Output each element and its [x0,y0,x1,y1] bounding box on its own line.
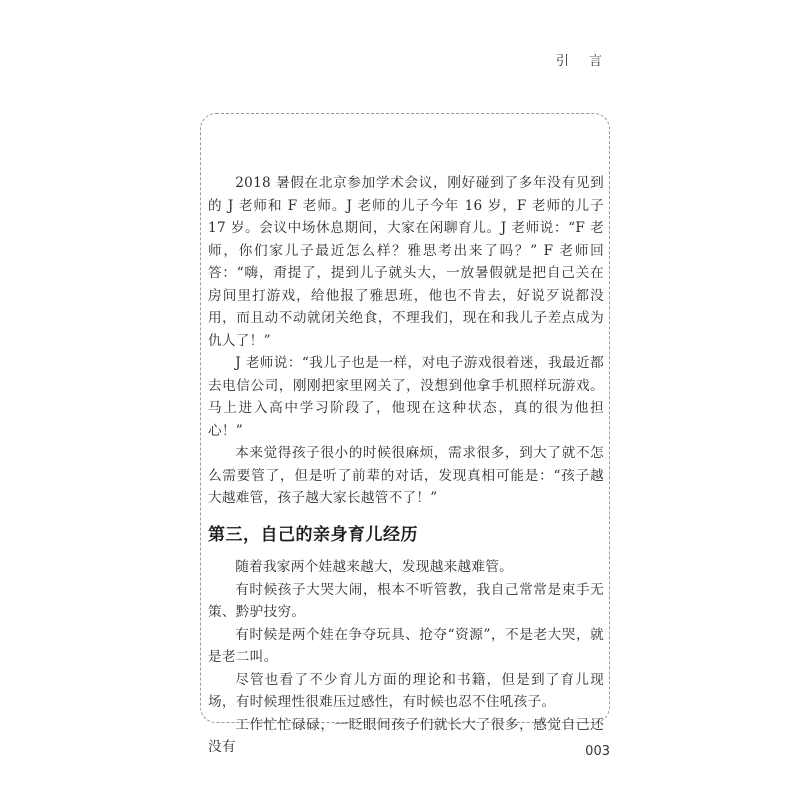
paragraph-realization: 本来觉得孩子很小的时候很麻烦，需求很多，到大了就不怎么需要管了，但是听了前辈的对话，发现真相可能是：“孩子越大越难管，孩子越大家长越管不了！” [208,445,604,506]
paragraph-busy-work: 工作忙忙碌碌，一眨眼间孩子们就长大了很多，感觉自己还没有 [208,716,604,755]
paragraph-crying: 有时候孩子大哭大闹，根本不听管教，我自己常常是束手无策、黔驴技穷。 [208,581,604,620]
running-head-title: 引 言 [555,54,610,69]
paragraph-j-teacher-reply: J 老师说：“我儿子也是一样，对电子游戏很着迷，我最近都去电信公司，刚刚把家里网关了，没想到他拿手机照样玩游戏。马上进入高中学习阶段了，他现在这种状态，真的很为他担心！” [208,355,604,439]
paragraph-meeting-story: 2018 暑假在北京参加学术会议，刚好碰到了多年没有见到的 J 老师和 F 老师。J 老师的儿子今年 16 岁，F 老师的儿子 17 岁。会议中场休息期间，大家在闲聊育儿。J 老师说：“F 老师，你们家儿子最近怎么样？雅思考出来了吗？” F 老师回答：“嗨，甭提了，提到儿子就头大，一放暑假就是把自己关在房间里打游戏，给他报了雅思班，他也不肯去，好说歹说都没用，而且动不动就闭关绝食，不理我们，现在和我儿子差点成为仇人了！” [208,175,604,349]
paragraph-theory-vs-practice: 尽管也看了不少育儿方面的理论和书籍，但是到了育儿现场，有时候理性很难压过感性，有时候也忍不住吼孩子。 [208,671,604,710]
section-heading: 第三，自己的亲身育儿经历 [208,524,418,545]
paragraph-fighting: 有时候是两个娃在争夺玩具、抢夺“资源”，不是老大哭，就是老二叫。 [208,626,604,665]
main-text [208,172,604,759]
paragraph-kids-growing: 随着我家两个娃越来越大，发现越来越难管。 [235,559,514,575]
page-number: 003 [585,744,610,759]
